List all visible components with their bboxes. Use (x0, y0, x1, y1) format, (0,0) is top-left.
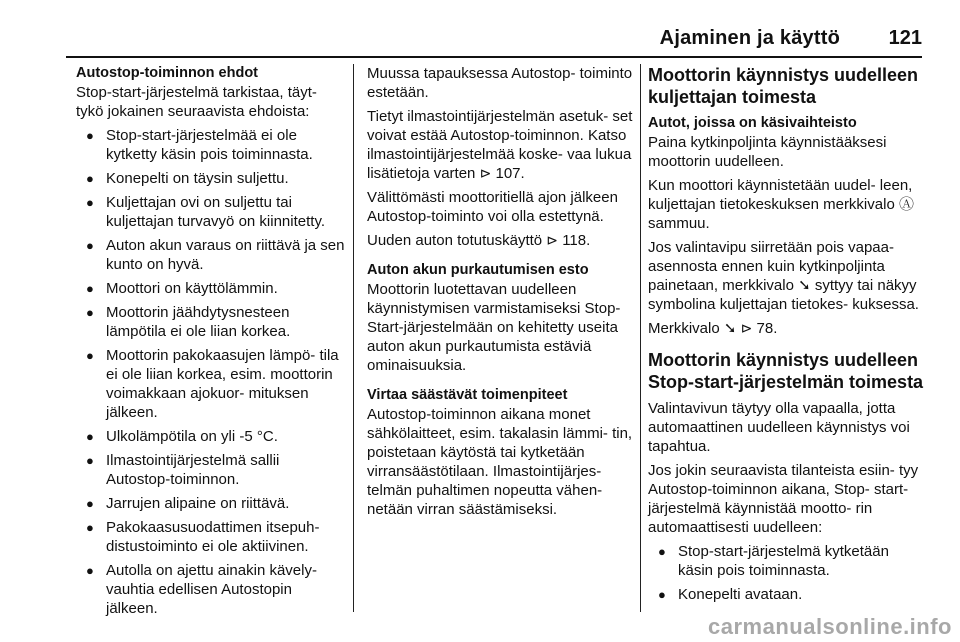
restart-conditions-list (648, 542, 928, 604)
page-reference-link[interactable]: 107. (495, 165, 525, 182)
paragraph: Välittömästi moottoritiellä ajon jälkeen Autostop-toiminto voi olla estettynä. (367, 189, 618, 225)
column-2 (367, 64, 633, 524)
paragraph-text: syttyy tai näkyy symbolina kuljettajan tietokes- kuksessa. (648, 277, 919, 313)
subheading-manual-transmission: Autot, joissa on käsivaihteisto (648, 115, 857, 131)
paragraph (367, 107, 633, 183)
conditions-list (76, 126, 346, 618)
paragraph: Autostop-toiminnon aikana monet sähkölaitteet, esim. takalasin lämmi- tin, poistetaan käytöstä tai kytketään virransäästötilaan. Ilmastointijärjes- telmän puhaltimen nopeutta vähen- netään virran säästämiseksi. (367, 406, 633, 518)
paragraph: Muussa tapauksessa Autostop- toiminto estetään. (367, 65, 633, 101)
page-reference-link[interactable]: 78. (756, 320, 778, 337)
column-3 (648, 64, 928, 604)
section-heading-system-restart: Moottorin käynnistys uudelleen Stop-start-järjestelmän toimesta (648, 350, 924, 392)
chapter-title: Ajaminen ja käyttö (659, 27, 840, 49)
column-1 (76, 64, 346, 618)
paragraph-text: Tietyt ilmastointijärjestelmän asetuk- set voivat estää Autostop-toiminnon. Katso ilmastointijärjestelmää koske- vaa lukua lisätietoja varten (367, 108, 633, 182)
paragraph: Jos jokin seuraavista tilanteista esiin- tyy Autostop-toiminnon aikana, Stop- start-järjestelmä käynnistää mootto- rin automaattisesti uudelleen: (648, 462, 919, 536)
intro-paragraph: Stop-start-järjestelmä tarkistaa, täyt- tykö jokainen seuraavista ehdoista: (76, 84, 317, 120)
list-item: ● Auton akun varaus on riittävä ja sen kunto on hyvä. (76, 236, 346, 274)
paragraph-text: Jos valintavipu siirretään pois vapaa- asennosta ennen kuin kytkinpoljinta painetaan, merkkivalo (648, 239, 894, 294)
section-heading-autostop-conditions: Autostop-toiminnon ehdot (76, 65, 259, 81)
list-item: ● Ulkolämpötila on yli -5 °C. (76, 427, 346, 446)
paragraph-text: Kun moottori käynnistetään uudel- leen, kuljettajan tietokeskuksen merkkivalo (648, 177, 913, 213)
list-item: ● Ilmastointijärjestelmä sallii Autostop-toiminnon. (76, 451, 346, 489)
section-heading-energy-saving: Virtaa säästävät toimenpiteet (367, 387, 568, 403)
paragraph (648, 319, 928, 338)
paragraph-text: sammuu. (648, 215, 710, 232)
paragraph: Valintavivun täytyy olla vapaalla, jotta automaattinen uudelleen käynnistys voi tapahtua. (648, 400, 910, 455)
page-reference-icon: ⊳ (546, 232, 559, 248)
list-item: ● Jarrujen alipaine on riittävä. (76, 494, 346, 513)
paragraph (648, 176, 928, 233)
page-reference-icon: ⊳ (479, 165, 492, 181)
watermark: carmanualsonline.info (708, 614, 952, 639)
paragraph: Paina kytkinpoljinta käynnistääksesi moottorin uudelleen. (648, 134, 887, 170)
list-item: ● Konepelti on täysin suljettu. (76, 169, 346, 188)
shift-indicator-icon: ➘ (798, 277, 811, 294)
page-reference-link[interactable]: 118. (562, 232, 591, 249)
header-rule (66, 56, 922, 58)
column-divider-1 (353, 64, 354, 612)
autostop-indicator-icon: Ⓐ (898, 196, 914, 213)
page-header (0, 0, 960, 60)
paragraph: Moottorin luotettavan uudelleen käynnistymisen varmistamiseksi Stop-Start-järjestelmään on kehitetty useita auton akun purkautumista estäviä ominaisuuksia. (367, 281, 621, 374)
paragraph (648, 238, 928, 314)
list-item: ● Autolla on ajettu ainakin kävely- vauhtia edellisen Autostopin jälkeen. (76, 561, 346, 618)
list-item: ● Moottorin jäähdytysnesteen lämpötila ei ole liian korkea. (76, 303, 346, 341)
list-item: ● Pakokaasusuodattimen itsepuh- distustoiminto ei ole aktiivinen. (76, 518, 346, 556)
section-heading-battery: Auton akun purkautumisen esto (367, 262, 589, 278)
list-item: ● Stop-start-järjestelmä kytketään käsin pois toiminnasta. (648, 542, 928, 580)
shift-indicator-icon: ➘ (723, 320, 737, 337)
list-item: ● Stop-start-järjestelmää ei ole kytketty käsin pois toiminnasta. (76, 126, 346, 164)
list-item: ● Konepelti avataan. (648, 585, 928, 604)
list-item: ● Moottorin pakokaasujen lämpö- tila ei ole liian korkea, esim. moottorin voimakkaan ajokuor- mituksen jälkeen. (76, 346, 346, 422)
list-item: ● Kuljettajan ovi on suljettu tai kuljettajan turvavyö on kiinnitetty. (76, 193, 346, 231)
paragraph (367, 231, 633, 250)
page-reference-icon: ⊳ (740, 320, 753, 336)
page-number: 121 (888, 27, 922, 49)
paragraph-text: Uuden auton totutuskäyttö (367, 232, 543, 249)
list-item: ● Moottori on käyttölämmin. (76, 279, 346, 298)
column-divider-2 (640, 64, 641, 612)
paragraph-text: Merkkivalo (648, 320, 720, 337)
section-heading-driver-restart: Moottorin käynnistys uudelleen kuljettajan toimesta (648, 65, 919, 107)
